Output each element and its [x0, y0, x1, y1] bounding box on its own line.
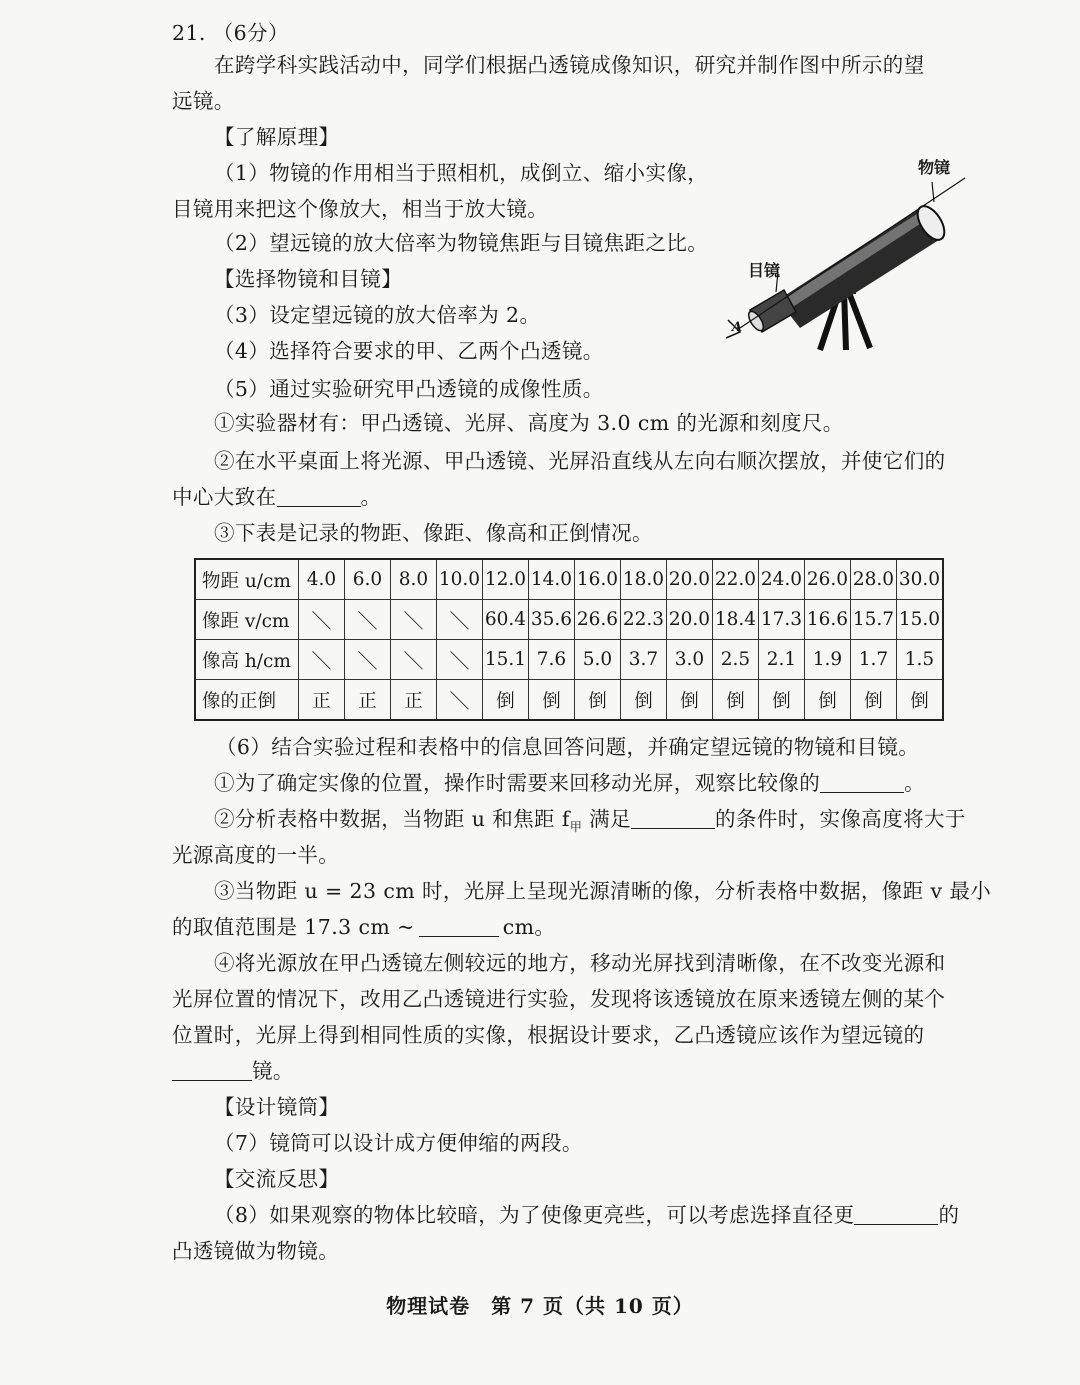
- item-6-2-text: ②分析表格中数据，当物距 u 和焦距 f: [214, 807, 570, 831]
- item-5-2-line-a: ②在水平桌面上将光源、甲凸透镜、光屏沿直线从左向右顺次摆放，并使它们的: [214, 449, 946, 473]
- item-6-2: [214, 806, 966, 840]
- table-cell: 3.0: [667, 640, 713, 680]
- table-cell: 24.0: [759, 559, 805, 600]
- item-6-2-mid: 满足: [582, 807, 631, 831]
- item-6-3-line-b: [172, 914, 555, 940]
- item-3: （3）设定望远镜的放大倍率为 2。: [214, 303, 541, 327]
- row-header: 物距 u/cm: [195, 559, 299, 600]
- table-cell: 20.0: [667, 559, 713, 600]
- answer-blank-center[interactable]: [277, 486, 361, 507]
- table-row: [195, 600, 943, 640]
- intro-line-1: 在跨学科实践活动中，同学们根据凸透镜成像知识，研究并制作图中所示的望: [214, 53, 925, 77]
- objective-label: 物镜: [918, 158, 951, 177]
- table-cell: ＼: [437, 680, 483, 721]
- table-cell: 15.0: [897, 600, 944, 640]
- item-8-line-b: 凸透镜做为物镜。: [172, 1239, 340, 1263]
- section-principle: 【了解原理】: [214, 125, 340, 149]
- table-cell: 16.0: [575, 559, 621, 600]
- table-cell: 倒: [851, 680, 897, 721]
- item-6-4-line-b: 光屏位置的情况下，改用乙凸透镜进行实验，发现将该透镜放在原来透镜左侧的某个: [172, 987, 946, 1011]
- table-cell: 17.3: [759, 600, 805, 640]
- table-cell: ＼: [299, 640, 345, 680]
- item-5-2-text: 中心大致在: [172, 485, 277, 509]
- table-cell: 3.7: [621, 640, 667, 680]
- table-cell: ＼: [391, 600, 437, 640]
- question-number: 21. （6分）: [172, 21, 289, 45]
- item-5-1: ①实验器材有：甲凸透镜、光屏、高度为 3.0 cm 的光源和刻度尺。: [214, 411, 844, 435]
- table-cell: 15.7: [851, 600, 897, 640]
- section-design: 【设计镜筒】: [214, 1095, 340, 1119]
- table-cell: 35.6: [529, 600, 575, 640]
- focal-subscript: 甲: [569, 820, 583, 835]
- table-cell: 4.0: [299, 559, 345, 600]
- table-cell: 倒: [529, 680, 575, 721]
- table-row: [195, 680, 943, 721]
- table-cell: 5.0: [575, 640, 621, 680]
- item-2: （2）望远镜的放大倍率为物镜焦距与目镜焦距之比。: [214, 231, 709, 255]
- table-cell: 60.4: [483, 600, 529, 640]
- table-cell: 倒: [621, 680, 667, 721]
- table-cell: 10.0: [437, 559, 483, 600]
- table-cell: 倒: [713, 680, 759, 721]
- table-cell: 15.1: [483, 640, 529, 680]
- item-6-2-end: 的条件时，实像高度将大于: [714, 807, 966, 831]
- item-6: （6）结合实验过程和表格中的信息回答问题，并确定望远镜的物镜和目镜。: [216, 735, 920, 759]
- item-6-4-line-a: ④将光源放在甲凸透镜左侧较远的地方，移动光屏找到清晰像，在不改变光源和: [214, 951, 946, 975]
- table-cell: 22.3: [621, 600, 667, 640]
- table-cell: ＼: [345, 640, 391, 680]
- table-cell: 倒: [805, 680, 851, 721]
- table-cell: ＼: [391, 640, 437, 680]
- table-cell: ＼: [299, 600, 345, 640]
- section-select: 【选择物镜和目镜】: [214, 267, 403, 291]
- item-6-3-unit: cm。: [502, 915, 556, 939]
- item-6-3-text: 的取值范围是 17.3 cm ~: [172, 915, 415, 939]
- table-cell: 7.6: [529, 640, 575, 680]
- telescope-figure: [720, 150, 970, 360]
- item-5-2-end: 。: [360, 485, 382, 509]
- table-cell: 倒: [483, 680, 529, 721]
- item-4: （4）选择符合要求的甲、乙两个凸透镜。: [214, 339, 604, 363]
- table-cell: 2.5: [713, 640, 759, 680]
- telescope-icon: [720, 150, 970, 360]
- data-table: [194, 558, 944, 721]
- table-row: [195, 559, 943, 600]
- row-header: 像的正倒: [195, 680, 299, 721]
- page-footer: 物理试卷 第 7 页（共 10 页）: [386, 1294, 694, 1318]
- table-cell: 倒: [759, 680, 805, 721]
- item-5-2-line-b: [172, 484, 381, 510]
- item-6-4-line-c: 位置时，光屏上得到相同性质的实像，根据设计要求，乙凸透镜应该作为望远镜的: [172, 1023, 925, 1047]
- item-6-1: [214, 770, 925, 796]
- table-cell: 18.0: [621, 559, 667, 600]
- table-cell: 26.0: [805, 559, 851, 600]
- table-cell: ＼: [437, 640, 483, 680]
- table-cell: 6.0: [345, 559, 391, 600]
- table-cell: 倒: [575, 680, 621, 721]
- item-5: （5）通过实验研究甲凸透镜的成像性质。: [214, 377, 604, 401]
- table-cell: 30.0: [897, 559, 944, 600]
- table-cell: 28.0: [851, 559, 897, 600]
- answer-blank-range[interactable]: [419, 916, 499, 937]
- item-6-2-line-b: 光源高度的一半。: [172, 843, 340, 867]
- answer-blank-lens-role[interactable]: [172, 1060, 252, 1081]
- item-6-4-line-d: [172, 1058, 294, 1084]
- item-1-line-b: 目镜用来把这个像放大，相当于放大镜。: [172, 197, 549, 221]
- table-cell: 20.0: [667, 600, 713, 640]
- table-cell: 正: [391, 680, 437, 721]
- table-cell: ＼: [437, 600, 483, 640]
- section-reflect: 【交流反思】: [214, 1167, 340, 1191]
- table-cell: 2.1: [759, 640, 805, 680]
- table-cell: 26.6: [575, 600, 621, 640]
- item-8-line-a: [214, 1202, 959, 1228]
- eyepiece-label: 目镜: [748, 261, 781, 280]
- table-cell: 16.6: [805, 600, 851, 640]
- table-cell: 12.0: [483, 559, 529, 600]
- row-header: 像高 h/cm: [195, 640, 299, 680]
- table-cell: 14.0: [529, 559, 575, 600]
- table-cell: 倒: [897, 680, 944, 721]
- item-8-end: 的: [938, 1203, 960, 1227]
- table-cell: 正: [299, 680, 345, 721]
- table-cell: 倒: [667, 680, 713, 721]
- item-6-3-line-a: ③当物距 u = 23 cm 时，光屏上呈现光源清晰的像，分析表格中数据，像距 v 最小: [214, 879, 992, 903]
- item-6-1-end: 。: [904, 771, 926, 795]
- table-row: [195, 640, 943, 680]
- item-5-3: ③下表是记录的物距、像距、像高和正倒情况。: [214, 521, 653, 545]
- table-cell: ＼: [345, 600, 391, 640]
- table-cell: 22.0: [713, 559, 759, 600]
- table-cell: 8.0: [391, 559, 437, 600]
- eye-label: A: [732, 320, 743, 335]
- table-cell: 正: [345, 680, 391, 721]
- table-cell: 1.5: [897, 640, 944, 680]
- item-6-1-text: ①为了确定实像的位置，操作时需要来回移动光屏，观察比较像的: [214, 771, 821, 795]
- answer-blank-condition[interactable]: [631, 808, 715, 829]
- row-header: 像距 v/cm: [195, 600, 299, 640]
- intro-line-2: 远镜。: [172, 89, 235, 113]
- table-cell: 1.9: [805, 640, 851, 680]
- table-cell: 1.7: [851, 640, 897, 680]
- item-7: （7）镜筒可以设计成方便伸缩的两段。: [214, 1131, 583, 1155]
- answer-blank-image[interactable]: [820, 772, 904, 793]
- item-1-line-a: （1）物镜的作用相当于照相机，成倒立、缩小实像，: [214, 161, 709, 185]
- item-8-text: （8）如果观察的物体比较暗，为了使像更亮些，可以考虑选择直径更: [214, 1203, 855, 1227]
- item-6-4-end: 镜。: [252, 1059, 294, 1083]
- table-cell: 18.4: [713, 600, 759, 640]
- answer-blank-diameter[interactable]: [854, 1204, 938, 1225]
